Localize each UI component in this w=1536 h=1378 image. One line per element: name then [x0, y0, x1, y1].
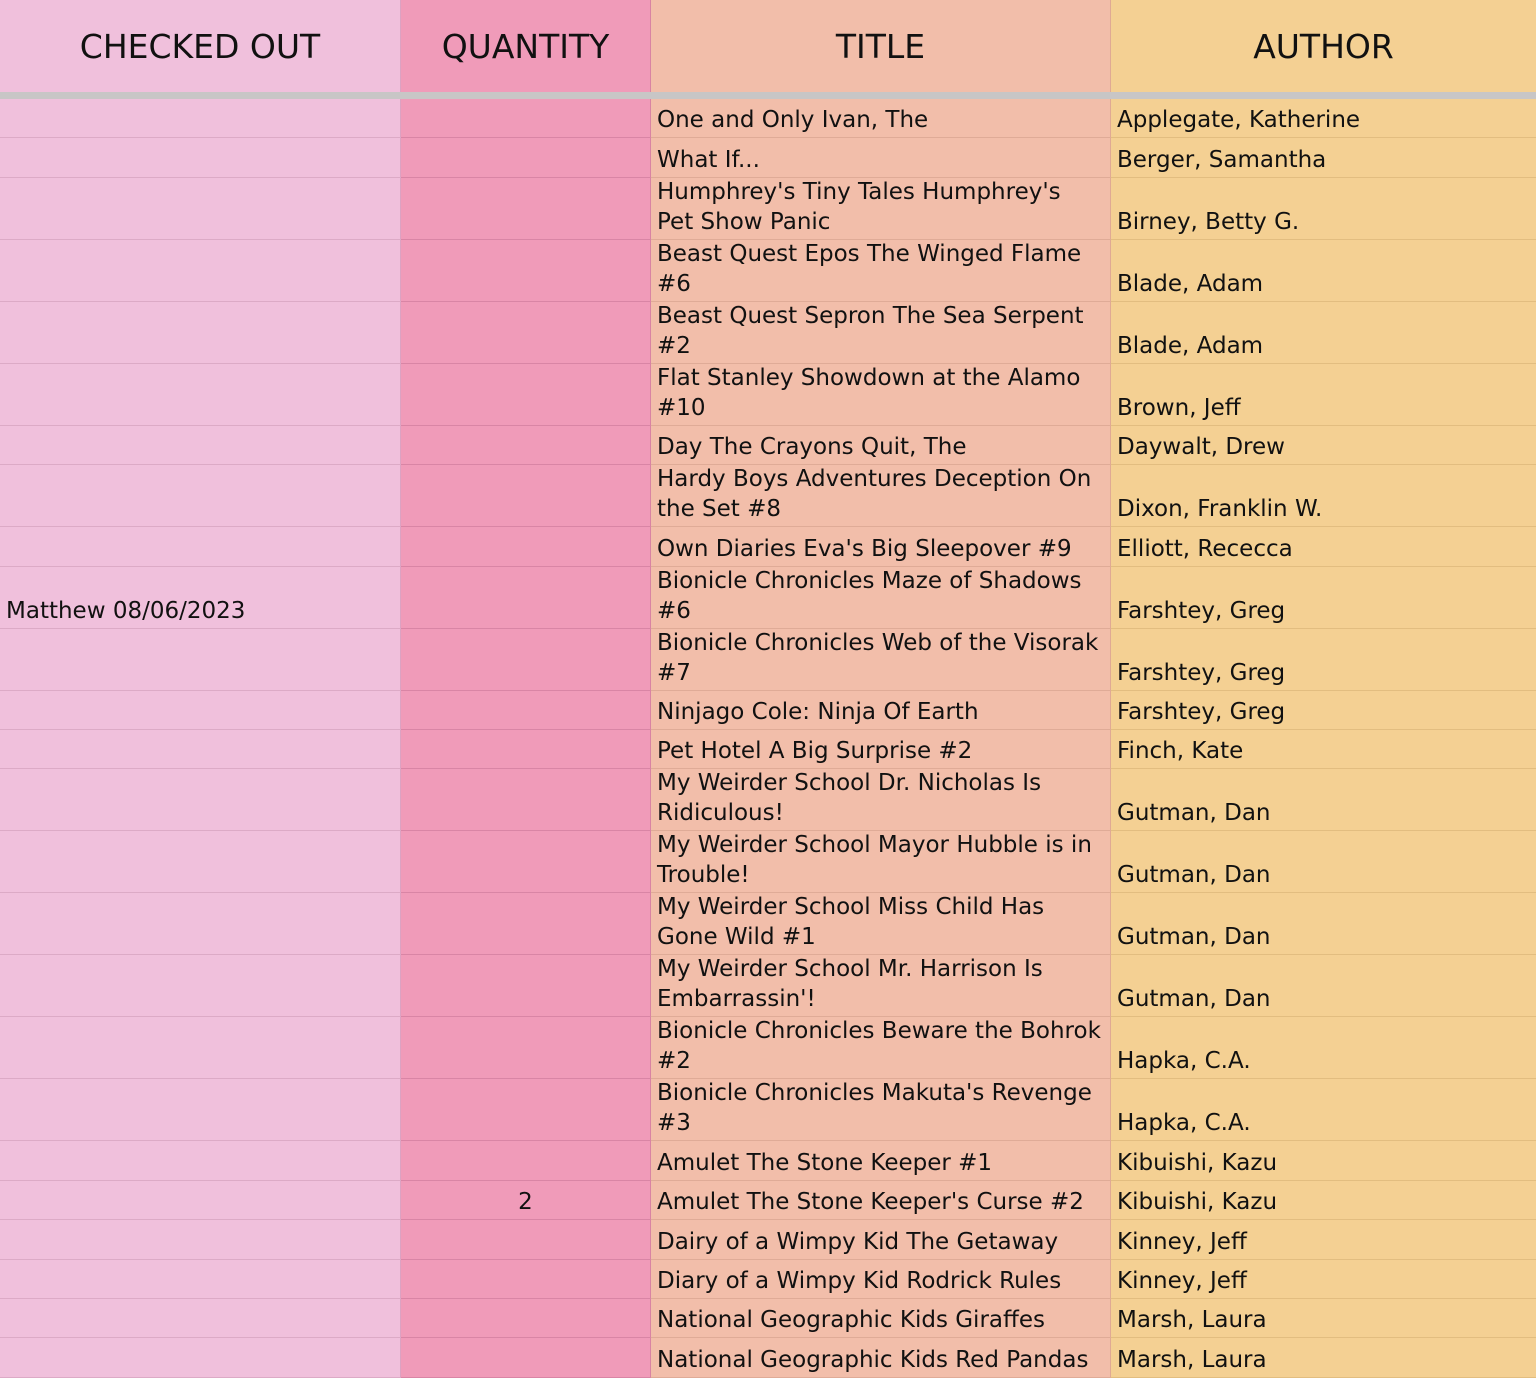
author-cell-text: Farshtey, Greg — [1117, 699, 1286, 725]
author-cell-text: Kinney, Jeff — [1117, 1229, 1247, 1255]
title-cell-text: My Weirder School Mr. Harrison Is Embarrassin'! — [657, 956, 1043, 1012]
table-row — [0, 567, 1536, 629]
title-cell[interactable] — [651, 1299, 1111, 1338]
author-cell-text: Kibuishi, Kazu — [1117, 1189, 1278, 1215]
table-row — [0, 691, 1536, 730]
table-row — [0, 831, 1536, 893]
header-quantity[interactable]: QUANTITY — [401, 0, 651, 92]
quantity-cell[interactable] — [401, 1181, 651, 1220]
title-cell-text: Bionicle Chronicles Makuta's Revenge #3 — [657, 1080, 1092, 1136]
author-cell[interactable] — [1111, 465, 1536, 527]
title-cell[interactable] — [651, 1181, 1111, 1220]
checked-out-cell[interactable] — [0, 1220, 401, 1260]
title-cell-text: Amulet The Stone Keeper's Curse #2 — [657, 1189, 1084, 1215]
checked-out-cell[interactable] — [0, 1299, 401, 1338]
checked-out-cell[interactable] — [0, 364, 401, 426]
title-cell[interactable] — [651, 138, 1111, 178]
author-cell[interactable] — [1111, 302, 1536, 364]
table-row — [0, 1260, 1536, 1299]
quantity-cell[interactable] — [401, 99, 651, 138]
quantity-cell[interactable] — [401, 955, 651, 1017]
table-row — [0, 1299, 1536, 1338]
title-cell[interactable] — [651, 691, 1111, 730]
title-cell[interactable] — [651, 567, 1111, 629]
quantity-cell[interactable] — [401, 1338, 651, 1378]
title-cell[interactable] — [651, 527, 1111, 567]
author-cell[interactable] — [1111, 527, 1536, 567]
table-row — [0, 364, 1536, 426]
title-cell-text: Amulet The Stone Keeper #1 — [657, 1150, 993, 1176]
table-row — [0, 240, 1536, 302]
quantity-cell[interactable] — [401, 629, 651, 691]
title-cell-text: Beast Quest Sepron The Sea Serpent #2 — [657, 303, 1084, 359]
author-cell-text: Farshtey, Greg — [1117, 660, 1286, 686]
title-cell[interactable] — [651, 629, 1111, 691]
quantity-cell[interactable] — [401, 893, 651, 955]
title-cell[interactable] — [651, 178, 1111, 240]
checked-out-cell[interactable] — [0, 730, 401, 769]
table-row — [0, 1079, 1536, 1141]
title-cell[interactable] — [651, 831, 1111, 893]
author-cell-text: Farshtey, Greg — [1117, 598, 1286, 624]
quantity-cell[interactable] — [401, 1220, 651, 1260]
title-cell[interactable] — [651, 1017, 1111, 1079]
checked-out-cell[interactable] — [0, 527, 401, 567]
quantity-cell[interactable] — [401, 730, 651, 769]
author-cell[interactable] — [1111, 364, 1536, 426]
quantity-cell[interactable] — [401, 178, 651, 240]
author-cell[interactable] — [1111, 138, 1536, 178]
author-cell[interactable] — [1111, 426, 1536, 465]
title-cell[interactable] — [651, 364, 1111, 426]
quantity-cell[interactable] — [401, 567, 651, 629]
checked-out-cell[interactable] — [0, 426, 401, 465]
author-cell[interactable] — [1111, 691, 1536, 730]
title-cell[interactable] — [651, 1338, 1111, 1378]
author-cell-text: Kinney, Jeff — [1117, 1268, 1247, 1294]
checked-out-cell[interactable] — [0, 138, 401, 178]
author-cell-text: Blade, Adam — [1117, 333, 1264, 359]
checked-out-cell[interactable] — [0, 567, 401, 629]
table-row — [0, 1141, 1536, 1181]
author-cell[interactable] — [1111, 1181, 1536, 1220]
author-cell[interactable] — [1111, 1299, 1536, 1338]
author-cell[interactable] — [1111, 1220, 1536, 1260]
author-cell[interactable] — [1111, 240, 1536, 302]
title-cell[interactable] — [651, 426, 1111, 465]
title-cell-text: My Weirder School Miss Child Has Gone Wild #1 — [657, 894, 1045, 950]
quantity-cell[interactable] — [401, 1260, 651, 1299]
table-row — [0, 527, 1536, 567]
author-cell[interactable] — [1111, 1079, 1536, 1141]
checked-out-cell-text: Matthew 08/06/2023 — [6, 598, 246, 624]
title-cell[interactable] — [651, 1220, 1111, 1260]
quantity-cell[interactable] — [401, 364, 651, 426]
author-cell-text: Hapka, C.A. — [1117, 1110, 1251, 1136]
quantity-cell[interactable] — [401, 426, 651, 465]
checked-out-cell[interactable] — [0, 1181, 401, 1220]
author-cell[interactable] — [1111, 769, 1536, 831]
quantity-cell-text: 2 — [518, 1189, 533, 1215]
author-cell-text: Brown, Jeff — [1117, 395, 1241, 421]
author-cell-text: Daywalt, Drew — [1117, 434, 1285, 460]
author-cell-text: Gutman, Dan — [1117, 986, 1271, 1012]
table-row — [0, 769, 1536, 831]
title-cell-text: Ninjago Cole: Ninja Of Earth — [657, 699, 979, 725]
quantity-cell[interactable] — [401, 769, 651, 831]
title-cell-text: National Geographic Kids Red Pandas — [657, 1347, 1089, 1373]
author-cell-text: Finch, Kate — [1117, 738, 1244, 764]
table-row — [0, 893, 1536, 955]
quantity-cell[interactable] — [401, 465, 651, 527]
title-cell[interactable] — [651, 1141, 1111, 1181]
author-cell[interactable] — [1111, 567, 1536, 629]
table-body — [0, 99, 1536, 1378]
quantity-cell[interactable] — [401, 1299, 651, 1338]
title-cell[interactable] — [651, 240, 1111, 302]
table-row — [0, 629, 1536, 691]
title-cell[interactable] — [651, 99, 1111, 138]
author-cell[interactable] — [1111, 99, 1536, 138]
title-cell[interactable] — [651, 465, 1111, 527]
author-cell[interactable] — [1111, 1141, 1536, 1181]
title-cell-text: Pet Hotel A Big Surprise #2 — [657, 738, 973, 764]
author-cell-text: Gutman, Dan — [1117, 862, 1271, 888]
quantity-cell[interactable] — [401, 1141, 651, 1181]
quantity-cell[interactable] — [401, 302, 651, 364]
quantity-cell[interactable] — [401, 1017, 651, 1079]
quantity-cell[interactable] — [401, 831, 651, 893]
title-cell-text: One and Only Ivan, The — [657, 107, 929, 133]
author-cell-text: Marsh, Laura — [1117, 1347, 1267, 1373]
author-cell-text: Blade, Adam — [1117, 271, 1264, 297]
table-row — [0, 1017, 1536, 1079]
title-cell-text: What If... — [657, 147, 760, 173]
table-row — [0, 302, 1536, 364]
author-cell[interactable] — [1111, 1017, 1536, 1079]
title-cell-text: My Weirder School Dr. Nicholas Is Ridiculous! — [657, 770, 1042, 826]
checked-out-cell[interactable] — [0, 691, 401, 730]
title-cell-text: Dairy of a Wimpy Kid The Getaway — [657, 1229, 1059, 1255]
author-cell[interactable] — [1111, 831, 1536, 893]
title-cell-text: Flat Stanley Showdown at the Alamo #10 — [657, 365, 1081, 421]
quantity-cell[interactable] — [401, 527, 651, 567]
author-cell-text: Kibuishi, Kazu — [1117, 1150, 1278, 1176]
table-row — [0, 1220, 1536, 1260]
checked-out-cell[interactable] — [0, 1017, 401, 1079]
frozen-row-divider[interactable] — [0, 92, 1536, 99]
author-cell-text: Applegate, Katherine — [1117, 107, 1361, 133]
header-row — [0, 0, 1536, 92]
title-cell[interactable] — [651, 1260, 1111, 1299]
author-cell-text: Berger, Samantha — [1117, 147, 1327, 173]
header-author[interactable]: AUTHOR — [1111, 0, 1536, 92]
author-cell[interactable] — [1111, 629, 1536, 691]
author-cell-text: Dixon, Franklin W. — [1117, 496, 1323, 522]
author-cell[interactable] — [1111, 955, 1536, 1017]
header-title[interactable]: TITLE — [651, 0, 1111, 92]
author-cell-text: Gutman, Dan — [1117, 924, 1271, 950]
title-cell[interactable] — [651, 1079, 1111, 1141]
checked-out-cell[interactable] — [0, 955, 401, 1017]
title-cell-text: Day The Crayons Quit, The — [657, 434, 967, 460]
table-row — [0, 178, 1536, 240]
author-cell[interactable] — [1111, 730, 1536, 769]
table-row — [0, 138, 1536, 178]
author-cell-text: Gutman, Dan — [1117, 800, 1271, 826]
table-row — [0, 1181, 1536, 1220]
author-cell[interactable] — [1111, 893, 1536, 955]
title-cell-text: Bionicle Chronicles Maze of Shadows #6 — [657, 568, 1082, 624]
author-cell-text: Birney, Betty G. — [1117, 209, 1300, 235]
header-checked-out[interactable]: CHECKED OUT — [0, 0, 401, 92]
title-cell-text: Hardy Boys Adventures Deception On the Set #8 — [657, 466, 1092, 522]
title-cell-text: National Geographic Kids Giraffes — [657, 1307, 1045, 1333]
author-cell[interactable] — [1111, 1260, 1536, 1299]
checked-out-cell[interactable] — [0, 240, 401, 302]
checked-out-cell[interactable] — [0, 302, 401, 364]
checked-out-cell[interactable] — [0, 769, 401, 831]
checked-out-cell[interactable] — [0, 831, 401, 893]
title-cell-text: Bionicle Chronicles Beware the Bohrok #2 — [657, 1018, 1101, 1074]
title-cell-text: Beast Quest Epos The Winged Flame #6 — [657, 241, 1082, 297]
checked-out-cell[interactable] — [0, 1141, 401, 1181]
quantity-cell[interactable] — [401, 691, 651, 730]
author-cell[interactable] — [1111, 1338, 1536, 1378]
author-cell-text: Hapka, C.A. — [1117, 1048, 1251, 1074]
title-cell-text: My Weirder School Mayor Hubble is in Trouble! — [657, 832, 1092, 888]
quantity-cell[interactable] — [401, 138, 651, 178]
checked-out-cell[interactable] — [0, 99, 401, 138]
author-cell-text: Elliott, Rececca — [1117, 536, 1293, 562]
title-cell-text: Diary of a Wimpy Kid Rodrick Rules — [657, 1268, 1062, 1294]
checked-out-cell[interactable] — [0, 893, 401, 955]
quantity-cell[interactable] — [401, 1079, 651, 1141]
checked-out-cell[interactable] — [0, 178, 401, 240]
checked-out-cell[interactable] — [0, 1260, 401, 1299]
checked-out-cell[interactable] — [0, 629, 401, 691]
table-row — [0, 1338, 1536, 1378]
title-cell-text: Own Diaries Eva's Big Sleepover #9 — [657, 536, 1072, 562]
author-cell[interactable] — [1111, 178, 1536, 240]
checked-out-cell[interactable] — [0, 465, 401, 527]
title-cell[interactable] — [651, 769, 1111, 831]
title-cell[interactable] — [651, 302, 1111, 364]
title-cell[interactable] — [651, 955, 1111, 1017]
title-cell-text: Bionicle Chronicles Web of the Visorak #7 — [657, 630, 1099, 686]
table-row — [0, 426, 1536, 465]
author-cell-text: Marsh, Laura — [1117, 1307, 1267, 1333]
title-cell-text: Humphrey's Tiny Tales Humphrey's Pet Show Panic — [657, 179, 1061, 235]
title-cell[interactable] — [651, 730, 1111, 769]
quantity-cell[interactable] — [401, 240, 651, 302]
title-cell[interactable] — [651, 893, 1111, 955]
checked-out-cell[interactable] — [0, 1079, 401, 1141]
table-row — [0, 465, 1536, 527]
table-row — [0, 955, 1536, 1017]
table-row — [0, 99, 1536, 138]
table-row — [0, 730, 1536, 769]
checked-out-cell[interactable] — [0, 1338, 401, 1378]
